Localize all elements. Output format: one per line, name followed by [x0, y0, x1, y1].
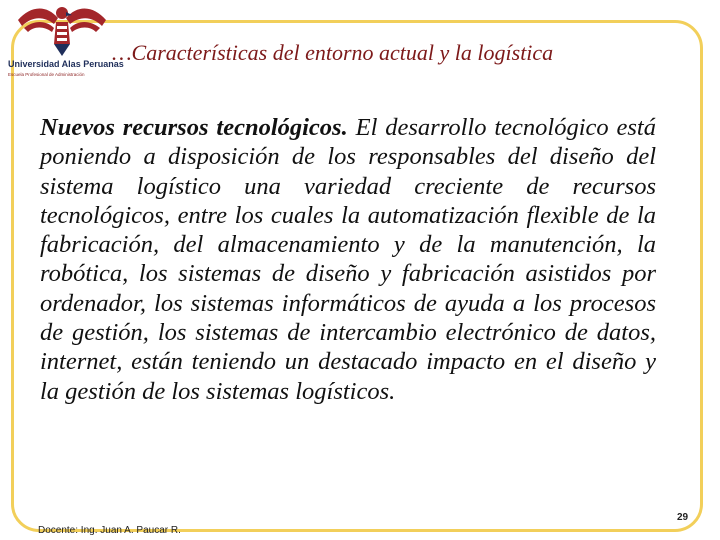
footer-author: Docente: Ing. Juan A. Paucar R.: [38, 525, 181, 536]
logo-tagline: Escuela Profesional de Administración: [8, 72, 85, 77]
body-paragraph: [40, 113, 656, 406]
logo-university-name: Universidad Alas Peruanas: [8, 59, 124, 69]
paragraph-text: El desarrollo tecnológico está poniendo a disposición de los responsables del diseño del sistema logístico una variedad creciente de recursos tecnológicos, entre los cuales la automatización flexible de la fabricación, del almacenamiento y de la manutención, la robótica, los sistemas de diseño y fabricación asistidos por ordenador, los sistemas informáticos de ayuda a los procesos de gestión, los sistemas de intercambio electrónico de datos, internet, están teniendo un destacado impacto en el diseño y la gestión de los sistemas logísticos.: [40, 114, 656, 405]
condor-emblem-icon: [14, 2, 110, 60]
page-number: 29: [677, 512, 689, 523]
university-logo: [4, 2, 124, 84]
page-title: …Características del entorno actual y la logística: [112, 40, 554, 65]
paragraph-lead: Nuevos recursos tecnológicos.: [40, 114, 348, 141]
